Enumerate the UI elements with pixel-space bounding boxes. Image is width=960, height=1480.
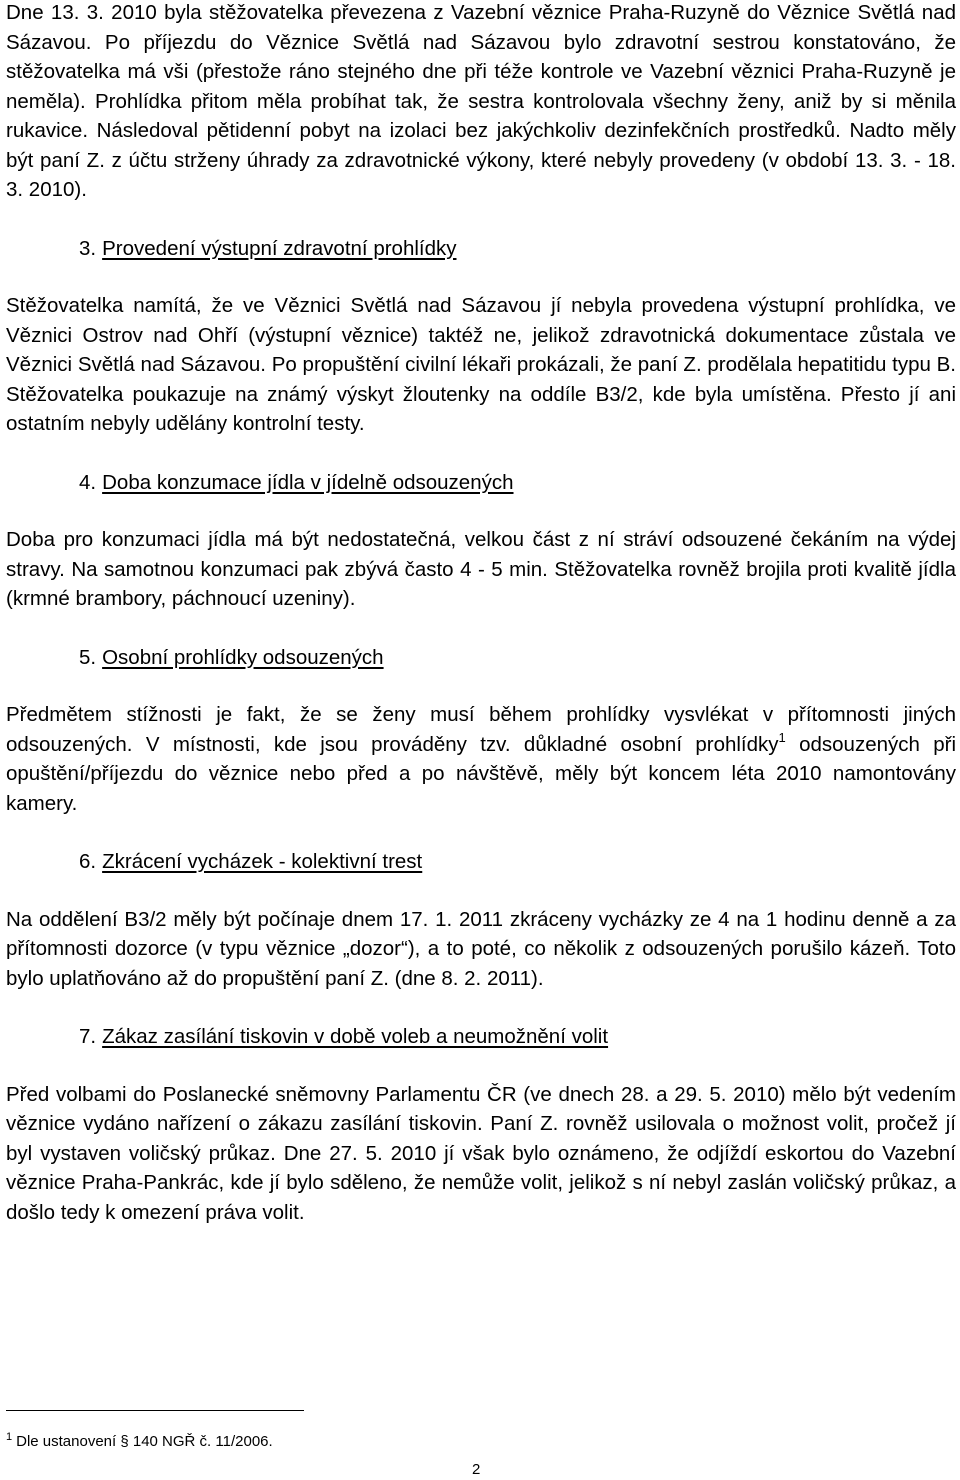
spacer bbox=[6, 205, 956, 234]
section-title: Zákaz zasílání tiskovin v době voleb a neumožnění volit bbox=[102, 1025, 609, 1048]
spacer bbox=[6, 497, 956, 525]
section-heading-7 bbox=[6, 1022, 956, 1052]
spacer bbox=[6, 672, 956, 700]
section-title: Osobní prohlídky odsouzených bbox=[102, 645, 384, 669]
document-page bbox=[6, 0, 957, 1450]
section-number: 6. bbox=[79, 850, 97, 873]
spacer bbox=[6, 818, 956, 847]
section-title: Provedení výstupní zdravotní prohlídky bbox=[102, 236, 457, 260]
intro-paragraph: Dne 13. 3. 2010 byla stěžovatelka převezena z Vazební věznice Praha-Ruzyně do Věznice Světlá nad Sázavou. Po příjezdu do Věznice Světlá nad Sázavou bylo zdravotní sestrou konstatováno, že stěžovatelka má vši (přestože ráno stejného dne při téže kontrole ve Vazební věznici Praha-Ruzyně je neměla). Prohlídka přitom měla probíhat tak, že sestra kontrolovala všechny ženy, aniž by si měnila rukavice. Následoval pětidenní pobyt na izolaci bez jakýchkoliv dezinfekčních prostředků. Nadto měly být paní Z. z účtu strženy úhrady za zdravotnické výkony, které nebyly provedeny (v období 13. 3. - 18. 3. 2010). bbox=[6, 1, 956, 201]
footnote bbox=[6, 1432, 273, 1452]
spacer bbox=[6, 263, 956, 291]
section-paragraph-4: Doba pro konzumaci jídla má být nedostatečná, velkou část z ní stráví odsouzené čekáním na výdej stravy. Na samotnou konzumaci pak zbývá často 4 - 5 min. Stěžovatelka rovněž brojila proti kvalitě jídla (krmné brambory, páchnoucí uzeniny). bbox=[6, 528, 956, 610]
section-heading-4 bbox=[6, 468, 956, 498]
section-heading-6 bbox=[6, 847, 956, 877]
section-paragraph-7: Před volbami do Poslanecké sněmovny Parlamentu ČR (ve dnech 28. a 29. 5. 2010) mělo být vedením věznice vydáno nařízení o zákazu zasílání tiskovin. Paní Z. rovněž usilovala o možnost volit, pročež jí byl vystaven voličský průkaz. Dne 27. 5. 2010 jí však bylo oznámeno, že odjíždí eskortou do Vazební věznice Praha-Pankrác, kde jí bylo sděleno, že nemůže volit, jelikož s ní nebyl zaslán voličský průkaz, a došlo tedy k omezení práva volit. bbox=[6, 1082, 956, 1224]
spacer bbox=[6, 439, 956, 468]
section-title: Zkrácení vycházek - kolektivní trest bbox=[102, 850, 423, 873]
paragraph-text: odsouzených při opuštění/příjezdu do věznice nebo před a po návštěvě, měly být koncem léta 2010 namontovány kamery. bbox=[6, 732, 957, 815]
section-paragraph-3: Stěžovatelka namítá, že ve Věznici Světlá nad Sázavou jí nebyla provedena výstupní prohlídka, ve Věznici Ostrov nad Ohří (výstupní věznice) taktéž ne, jelikož zdravotnická dokumentace zůstala ve Věznici Světlá nad Sázavou. Po propuštění civilní lékaři prokázali, že paní Z. prodělala hepatitidu typu B. Stěžovatelka poukazuje na známý výskyt žloutenky na oddíle B3/2, kde byla umístěna. Přesto jí ani ostatním nebyly udělány kontrolní testy. bbox=[6, 294, 956, 435]
spacer bbox=[6, 993, 956, 1022]
section-number: 3. bbox=[79, 236, 97, 260]
footnote-text: Dle ustanovení § 140 NGŘ č. 11/2006. bbox=[16, 1433, 273, 1450]
page-number: 2 bbox=[472, 1461, 481, 1478]
section-paragraph-6: Na oddělení B3/2 měly být počínaje dnem 17. 1. 2011 zkráceny vycházky ze 4 na 1 hodinu denně a za přítomnosti dozorce (v typu věznice „dozor“), a to poté, co několik z odsouzených porušilo kázeň. Toto bylo uplatňováno až do propuštění paní Z. (dne 8. 2. 2011). bbox=[6, 907, 956, 990]
spacer bbox=[6, 614, 956, 643]
spacer bbox=[6, 877, 956, 905]
section-paragraph-5 bbox=[6, 700, 956, 818]
section-number: 7. bbox=[79, 1025, 97, 1048]
footnote-reference: 1 bbox=[778, 729, 786, 745]
spacer bbox=[6, 1052, 956, 1080]
section-heading-5 bbox=[6, 643, 956, 673]
section-heading-3 bbox=[6, 234, 956, 264]
footnote-separator bbox=[6, 1410, 304, 1411]
footnote-marker: 1 bbox=[6, 1431, 13, 1443]
paragraph-text: Předmětem stížnosti je fakt, že se ženy musí během prohlídky vysvlékat v přítomnosti jiných odsouzených. V místnosti, kde jsou prováděny tzv. důkladné osobní prohlídky bbox=[6, 703, 956, 756]
section-title: Doba konzumace jídla v jídelně odsouzených bbox=[102, 470, 514, 494]
section-number: 4. bbox=[79, 470, 97, 494]
section-number: 5. bbox=[79, 645, 97, 669]
